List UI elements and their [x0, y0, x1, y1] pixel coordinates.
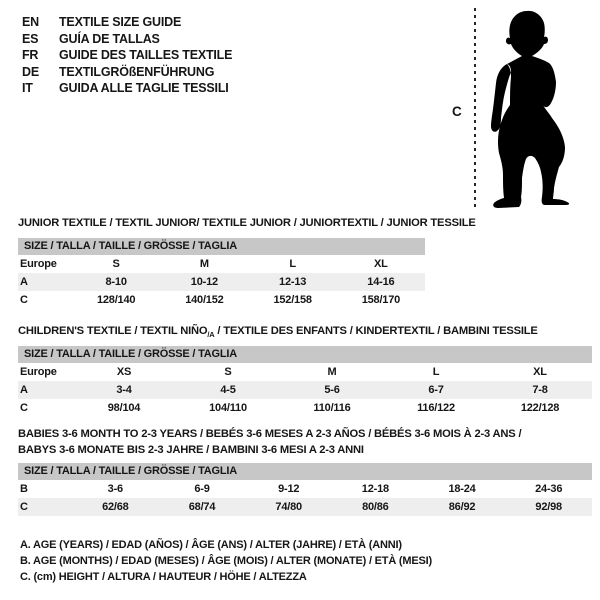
height-cell: 152/158 — [273, 294, 312, 306]
height-cell: 74/80 — [275, 501, 302, 513]
height-cell: 116/122 — [417, 402, 455, 414]
height-cell: 92/98 — [535, 501, 562, 513]
children-title-subscript: /A — [207, 330, 215, 340]
height-cell: 86/92 — [448, 501, 476, 513]
babies-size-table — [18, 463, 592, 516]
children-title-text: CHILDREN'S TEXTILE / TEXTIL NIÑO — [18, 325, 208, 337]
age-cell: 6-7 — [428, 384, 444, 396]
row-label: C — [20, 501, 28, 513]
babies-title-line2: BABYS 3-6 MONATE BIS 2-3 JAHRE / BAMBINI 3-6 MESI A 2-3 ANNI — [18, 443, 364, 456]
height-cell: 104/110 — [209, 402, 247, 414]
guide-title-it: GUIDA ALLE TAGLIE TESSILI — [59, 81, 229, 95]
row-label: B — [20, 483, 28, 495]
age-cell: 3-6 — [107, 483, 123, 495]
age-cell: 12-18 — [361, 483, 389, 495]
size-cell: S — [112, 258, 120, 270]
legend-note-a: A. AGE (YEARS) / EDAD (AÑOS) / ÂGE (ANS) / ALTER (JAHRE) / ETÀ (ANNI) — [20, 539, 402, 551]
legend-note-b: B. AGE (MONTHS) / EDAD (MESES) / ÂGE (MOIS) / ALTER (MONATE) / ETÀ (MESI) — [20, 555, 432, 568]
junior-table-title: JUNIOR TEXTILE / TEXTIL JUNIOR/ TEXTILE JUNIOR / JUNIORTEXTIL / JUNIOR TESSILE — [18, 217, 476, 229]
size-cell: XL — [374, 258, 388, 270]
table-row — [18, 255, 425, 273]
age-cell: 24-36 — [535, 483, 563, 495]
size-header-bar: SIZE / TALLA / TAILLE / GRÖSSE / TAGLIA — [18, 346, 592, 363]
row-label: Europe — [20, 366, 57, 378]
legend-notes — [20, 537, 432, 586]
row-label: Europe — [20, 258, 57, 270]
table-row — [18, 273, 425, 291]
children-size-table — [18, 346, 592, 417]
language-code: ES — [22, 31, 39, 46]
babies-title-line1: BABIES 3-6 MONTH TO 2-3 YEARS / BEBÉS 3-6 MESES A 2-3 AÑOS / BÉBÉS 3-6 MOIS À 2-3 ANS / — [18, 428, 522, 440]
height-cell: 110/116 — [313, 402, 351, 414]
age-cell: 4-5 — [220, 384, 236, 396]
junior-size-table — [18, 238, 425, 309]
age-cell: 6-9 — [194, 483, 210, 495]
age-cell: 5-6 — [324, 384, 340, 396]
guide-title-en: TEXTILE SIZE GUIDE — [59, 15, 182, 29]
guide-title-es: GUÍA DE TALLAS — [59, 31, 160, 46]
age-cell: 8-10 — [105, 276, 127, 288]
size-cell: XS — [116, 366, 132, 378]
age-cell: 7-8 — [532, 384, 548, 396]
size-cell: M — [199, 258, 209, 270]
row-label: A — [20, 384, 28, 396]
language-code: DE — [22, 64, 39, 79]
size-header-bar: SIZE / TALLA / TAILLE / GRÖSSE / TAGLIA — [18, 238, 425, 255]
height-dotted-line — [474, 8, 476, 209]
language-row-it — [22, 80, 232, 97]
language-code: EN — [22, 15, 39, 29]
language-row-fr — [22, 47, 232, 64]
children-title-text: / TEXTILE DES ENFANTS / KINDERTEXTIL / BAMBINI TESSILE — [214, 325, 538, 337]
height-cell: 122/128 — [520, 402, 560, 414]
guide-title-fr: GUIDE DES TAILLES TEXTILE — [59, 48, 233, 62]
language-title-list — [22, 14, 232, 97]
age-cell: 12-13 — [279, 276, 307, 288]
size-cell: M — [327, 366, 337, 378]
language-code: FR — [22, 48, 39, 62]
size-cell: S — [224, 366, 232, 378]
language-row-es — [22, 31, 232, 48]
age-cell: 3-4 — [116, 384, 132, 396]
age-cell: 14-16 — [367, 276, 395, 288]
age-cell: 9-12 — [278, 483, 300, 495]
language-code: IT — [22, 81, 33, 95]
size-cell: L — [289, 258, 296, 270]
height-measure-label: C — [452, 104, 462, 119]
age-cell: 10-12 — [190, 276, 218, 288]
age-cell: 18-24 — [448, 483, 476, 495]
height-cell: 98/104 — [107, 402, 141, 414]
row-label: C — [20, 402, 28, 414]
toddler-silhouette — [484, 6, 576, 210]
height-cell: 140/152 — [185, 294, 224, 306]
guide-title-de: TEXTILGRÖßENFÜHRUNG — [59, 64, 215, 79]
height-cell: 62/68 — [102, 501, 129, 513]
language-row-de — [22, 64, 232, 81]
table-row — [18, 381, 592, 399]
table-row — [18, 399, 592, 417]
height-cell: 68/74 — [188, 501, 216, 513]
language-row-en — [22, 14, 232, 31]
row-label: C — [20, 294, 28, 306]
height-cell: 158/170 — [361, 294, 401, 306]
table-row — [18, 363, 592, 381]
table-row — [18, 291, 425, 309]
babies-table-title — [18, 427, 521, 458]
legend-note-c: C. (cm) HEIGHT / ALTURA / HAUTEUR / HÖHE / ALTEZZA — [20, 571, 307, 584]
table-row — [18, 498, 592, 516]
children-table-title — [18, 324, 538, 343]
size-header-bar: SIZE / TALLA / TAILLE / GRÖSSE / TAGLIA — [18, 463, 592, 480]
size-cell: XL — [533, 366, 547, 378]
table-row — [18, 480, 592, 498]
row-label: A — [20, 276, 28, 288]
height-cell: 128/140 — [96, 294, 136, 306]
size-cell: L — [432, 366, 440, 378]
height-cell: 80/86 — [362, 501, 389, 513]
